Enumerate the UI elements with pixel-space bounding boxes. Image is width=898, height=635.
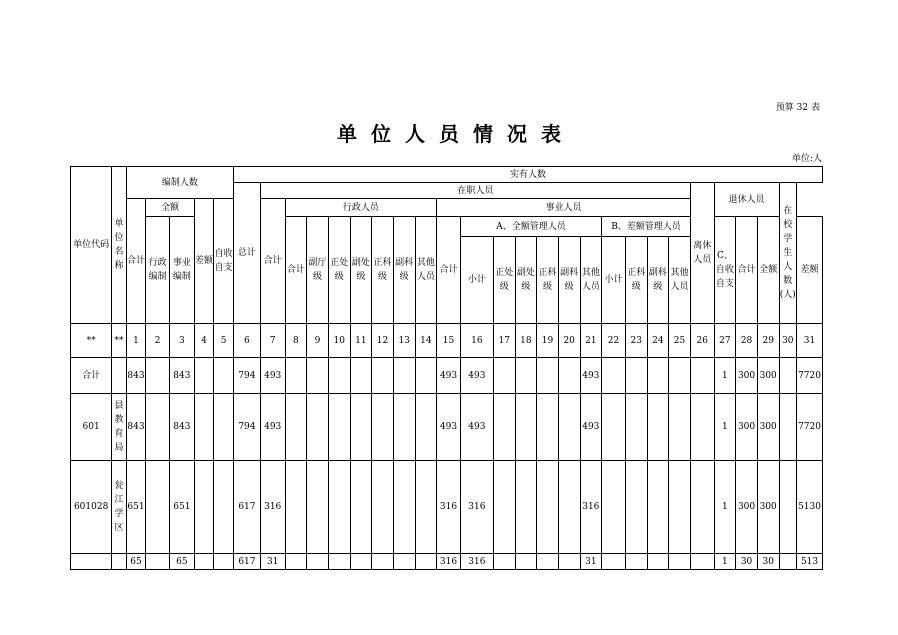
index-cell: 5	[214, 324, 234, 358]
data-cell	[194, 461, 214, 554]
index-cell: 24	[647, 324, 669, 358]
data-cell: 316	[437, 461, 461, 554]
col-c-group: C、自收自支	[714, 217, 736, 324]
data-cell: 843	[170, 358, 195, 394]
data-cell	[515, 358, 537, 394]
unit-label: 单位:人	[791, 154, 822, 164]
data-cell	[350, 554, 372, 570]
page-title: 单位人员情况表	[337, 122, 575, 146]
data-cell	[285, 554, 307, 570]
data-cell: 316	[437, 554, 461, 570]
index-row	[71, 324, 823, 358]
col-a-group: A、全额管理人员	[460, 217, 601, 237]
index-cell: 26	[690, 324, 714, 358]
col-b-chief-sec: 正科级	[625, 237, 647, 324]
data-cell	[372, 394, 394, 461]
data-cell	[558, 461, 580, 554]
data-cell: 1	[714, 394, 736, 461]
col-students: 在校学生人数(人)	[779, 183, 797, 324]
data-cell	[537, 461, 559, 554]
data-cell	[350, 394, 372, 461]
data-cell	[669, 358, 691, 394]
index-cell: 28	[736, 324, 758, 358]
data-cell: 651	[170, 461, 195, 554]
data-cell	[537, 394, 559, 461]
table-row	[71, 358, 823, 394]
data-cell	[214, 554, 234, 570]
data-cell	[602, 394, 626, 461]
data-cell: 843	[126, 394, 146, 461]
data-cell	[214, 394, 234, 461]
data-cell: 513	[797, 554, 823, 570]
data-cell	[372, 358, 394, 394]
col-retired-off: 离休人员	[690, 183, 714, 324]
data-cell	[602, 554, 626, 570]
table-row	[71, 461, 823, 554]
data-cell	[194, 358, 214, 394]
col-ret-balance: 差额	[797, 217, 823, 324]
unit-code-cell: 601	[71, 394, 112, 461]
data-cell	[285, 461, 307, 554]
data-cell: 843	[126, 358, 146, 394]
data-cell	[372, 461, 394, 554]
data-cell: 794	[234, 358, 261, 394]
index-cell: 7	[260, 324, 285, 358]
data-cell	[393, 358, 415, 394]
col-inst-staff: 事业人员	[437, 199, 691, 217]
data-cell: 316	[260, 461, 285, 554]
col-retired: 退休人员	[714, 183, 779, 217]
index-cell: 10	[328, 324, 350, 358]
col-chief-sec: 正科级	[372, 217, 394, 324]
data-cell	[779, 461, 797, 554]
data-cell: 493	[260, 394, 285, 461]
col-unit-name: 单位名称	[112, 167, 126, 324]
index-cell: 19	[537, 324, 559, 358]
data-cell	[647, 461, 669, 554]
data-cell	[779, 554, 797, 570]
data-cell	[602, 358, 626, 394]
data-cell	[146, 358, 170, 394]
data-cell: 794	[234, 394, 261, 461]
data-cell: 7720	[797, 358, 823, 394]
data-cell: 493	[580, 394, 602, 461]
data-cell	[625, 461, 647, 554]
col-chief-div: 正处级	[328, 217, 350, 324]
col-full-funding: 全额	[146, 199, 194, 217]
data-cell	[194, 554, 214, 570]
data-cell	[779, 394, 797, 461]
data-cell	[328, 461, 350, 554]
data-cell: 300	[757, 394, 779, 461]
index-cell: 18	[515, 324, 537, 358]
data-cell	[647, 358, 669, 394]
data-cell	[493, 554, 515, 570]
index-cell: 16	[460, 324, 493, 358]
data-cell	[307, 554, 329, 570]
data-cell	[515, 394, 537, 461]
col-a-other: 其他人员	[580, 237, 602, 324]
data-cell: 617	[234, 461, 261, 554]
data-cell	[307, 358, 329, 394]
col-ret-full: 全额	[757, 217, 779, 324]
data-cell	[350, 358, 372, 394]
data-cell	[690, 461, 714, 554]
col-a-deputy-sec: 副科级	[558, 237, 580, 324]
index-cell: 14	[415, 324, 437, 358]
index-cell: 17	[493, 324, 515, 358]
data-cell: 493	[260, 358, 285, 394]
index-cell: 30	[779, 324, 797, 358]
col-actual: 实有人数	[234, 167, 823, 183]
col-a-subtotal: 小计	[460, 237, 493, 324]
col-admin-staffing: 行政编制	[146, 217, 170, 324]
col-b-group: B、差额管理人员	[602, 217, 691, 237]
unit-name-cell: 县教育局	[112, 394, 126, 461]
data-cell: 617	[234, 554, 261, 570]
data-cell	[537, 554, 559, 570]
data-cell	[669, 554, 691, 570]
data-cell: 65	[170, 554, 195, 570]
col-deputy-div: 副处级	[350, 217, 372, 324]
data-cell	[515, 554, 537, 570]
data-cell: 1	[714, 461, 736, 554]
index-cell: 8	[285, 324, 307, 358]
col-admin-staff: 行政人员	[285, 199, 437, 217]
unit-code-cell	[71, 554, 112, 570]
data-cell	[214, 358, 234, 394]
data-cell: 300	[736, 358, 758, 394]
data-cell	[393, 554, 415, 570]
index-cell: 23	[625, 324, 647, 358]
data-cell	[307, 394, 329, 461]
col-deputy-sec: 副科级	[393, 217, 415, 324]
data-cell	[493, 358, 515, 394]
index-cell: 15	[437, 324, 461, 358]
data-cell: 30	[736, 554, 758, 570]
data-cell: 300	[736, 461, 758, 554]
index-cell: 20	[558, 324, 580, 358]
data-cell	[690, 358, 714, 394]
index-cell: 9	[307, 324, 329, 358]
personnel-table	[70, 166, 823, 570]
col-deputy-dept: 副厅级	[307, 217, 329, 324]
data-cell: 493	[460, 358, 493, 394]
unit-code-cell: 601028	[71, 461, 112, 554]
col-inst-staffing: 事业编制	[170, 217, 195, 324]
index-cell: 3	[170, 324, 195, 358]
data-cell	[779, 358, 797, 394]
col-a-deputy-div: 副处级	[515, 237, 537, 324]
index-cell: 4	[194, 324, 214, 358]
data-cell	[328, 358, 350, 394]
col-admin-other: 其他人员	[415, 217, 437, 324]
unit-name-cell: 瓮江学区	[112, 461, 126, 554]
data-cell	[415, 394, 437, 461]
data-cell: 843	[170, 394, 195, 461]
data-cell: 493	[437, 394, 461, 461]
table-row	[71, 394, 823, 461]
col-staff-total: 合计	[126, 199, 146, 324]
data-cell	[558, 554, 580, 570]
data-cell: 300	[736, 394, 758, 461]
data-cell: 65	[126, 554, 146, 570]
data-cell	[328, 394, 350, 461]
form-reference: 预算 32 表	[775, 103, 820, 113]
unit-name-cell	[112, 358, 126, 394]
data-cell	[669, 394, 691, 461]
data-cell	[690, 394, 714, 461]
data-cell: 31	[580, 554, 602, 570]
data-cell	[146, 554, 170, 570]
data-cell	[415, 461, 437, 554]
data-cell	[307, 461, 329, 554]
data-cell	[328, 554, 350, 570]
data-cell: 1	[714, 554, 736, 570]
data-cell: 7720	[797, 394, 823, 461]
col-unit-code: 单位代码	[71, 167, 112, 324]
col-inst-total: 合计	[437, 217, 461, 324]
data-cell: 300	[757, 461, 779, 554]
data-cell	[690, 554, 714, 570]
unit-name-cell	[112, 554, 126, 570]
index-cell: 2	[146, 324, 170, 358]
data-cell: 493	[437, 358, 461, 394]
data-cell	[393, 461, 415, 554]
col-b-deputy-sec: 副科级	[647, 237, 669, 324]
data-cell: 300	[757, 358, 779, 394]
data-cell	[214, 461, 234, 554]
data-cell	[625, 554, 647, 570]
data-cell	[669, 461, 691, 554]
data-cell: 651	[126, 461, 146, 554]
data-cell	[537, 358, 559, 394]
data-cell	[393, 394, 415, 461]
data-cell	[515, 461, 537, 554]
data-cell	[625, 358, 647, 394]
index-cell: 11	[350, 324, 372, 358]
data-cell	[285, 358, 307, 394]
col-in-service: 在职人员	[260, 183, 690, 199]
data-cell: 316	[580, 461, 602, 554]
index-cell: 6	[234, 324, 261, 358]
unit-code-cell: 合计	[71, 358, 112, 394]
index-cell: 31	[797, 324, 823, 358]
data-cell	[602, 461, 626, 554]
data-cell: 31	[260, 554, 285, 570]
data-cell: 1	[714, 358, 736, 394]
data-cell: 493	[580, 358, 602, 394]
data-cell	[558, 394, 580, 461]
data-cell	[493, 461, 515, 554]
data-cell: 316	[460, 461, 493, 554]
data-cell	[372, 554, 394, 570]
data-cell: 316	[460, 554, 493, 570]
index-cell: 21	[580, 324, 602, 358]
index-cell: 12	[372, 324, 394, 358]
col-staff-self: 自收自支	[214, 199, 234, 324]
index-cell: **	[112, 324, 126, 358]
index-cell: 27	[714, 324, 736, 358]
col-b-other: 其他人员	[669, 237, 691, 324]
col-admin-total: 合计	[285, 217, 307, 324]
index-cell: 22	[602, 324, 626, 358]
data-cell	[146, 461, 170, 554]
index-cell: **	[71, 324, 112, 358]
data-cell: 493	[460, 394, 493, 461]
col-b-subtotal: 小计	[602, 237, 626, 324]
col-grand-total: 总计	[234, 183, 261, 324]
data-cell: 5130	[797, 461, 823, 554]
data-cell	[146, 394, 170, 461]
data-cell: 30	[757, 554, 779, 570]
data-cell	[415, 554, 437, 570]
data-cell	[647, 394, 669, 461]
table-row	[71, 554, 823, 570]
data-cell	[625, 394, 647, 461]
index-cell: 13	[393, 324, 415, 358]
col-ret-total: 合计	[736, 217, 758, 324]
data-cell	[285, 394, 307, 461]
col-staffing: 编制人数	[126, 167, 233, 199]
index-cell: 29	[757, 324, 779, 358]
index-cell: 1	[126, 324, 146, 358]
data-cell	[194, 394, 214, 461]
data-cell	[558, 358, 580, 394]
index-cell: 25	[669, 324, 691, 358]
col-in-total: 合计	[260, 199, 285, 324]
col-a-chief-sec: 正科级	[537, 237, 559, 324]
data-cell	[415, 358, 437, 394]
data-cell	[350, 461, 372, 554]
data-cell	[493, 394, 515, 461]
data-cell	[647, 554, 669, 570]
col-staff-balance: 差额	[194, 199, 214, 324]
col-a-chief-div: 正处级	[493, 237, 515, 324]
